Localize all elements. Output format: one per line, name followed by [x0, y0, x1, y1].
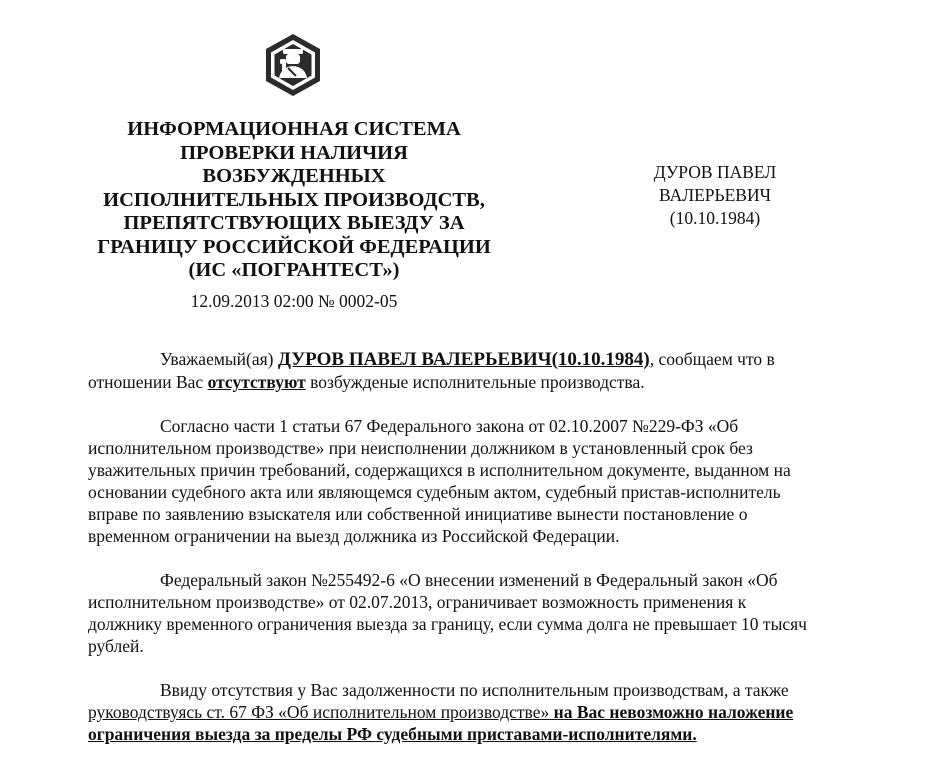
text-line: Согласно части 1 статьи 67 Федерального закона от 02.10.2007 №229-ФЗ «Об	[160, 416, 739, 436]
paragraph-greeting	[88, 348, 888, 393]
recipient-line: ДУРОВ ПАВЕЛ	[653, 162, 777, 182]
text-line: основании судебного акта или являющемся судебным актом, судебный пристав-исполнитель	[88, 482, 781, 502]
text-line: рублей.	[88, 636, 144, 656]
paragraph-law-67	[88, 415, 888, 547]
document-number: 12.09.2013 02:00 № 0002-05	[190, 291, 398, 311]
text-line	[88, 348, 888, 371]
title-line: (ИС «ПОГРАНТЕСТ»)	[188, 259, 400, 281]
title-line: ИНФОРМАЦИОННАЯ СИСТЕМА	[127, 118, 461, 140]
person-name: ДУРОВ ПАВЕЛ ВАЛЕРЬЕВИЧ(10.10.1984)	[277, 349, 650, 370]
greeting-text: Уважаемый(ая)	[160, 349, 278, 369]
text-line: вправе по заявлению взыскателя или собственной инициативе вынести постановление о	[88, 504, 748, 524]
title-line: ВОЗБУЖДЕННЫХ	[202, 165, 386, 187]
title-line: ПРОВЕРКИ НАЛИЧИЯ	[180, 141, 408, 164]
title-line: ГРАНИЦУ РОССИЙСКОЙ ФЕДЕРАЦИИ	[97, 235, 491, 258]
title-line: ИСПОЛНИТЕЛЬНЫХ ПРОИЗВОДСТВ,	[103, 188, 485, 211]
paragraph-law-255492	[88, 569, 888, 657]
text-line: должнику временного ограничения выезда за границу, если сумма долга не превышает 10 тысяч	[88, 614, 807, 634]
text-line: исполнительном производстве» от 02.07.2013, ограничивает возможность применения к	[88, 592, 747, 612]
greeting-tail: , сообщаем что в	[649, 349, 775, 369]
conclusion-plain: руководствуясь ст. 67 ФЗ «Об исполнительном производстве»	[88, 702, 550, 722]
page-title	[60, 118, 528, 283]
status-suffix: возбужденые исполнительные производства.	[305, 372, 645, 392]
text-line: Ввиду отсутствия у Вас задолженности по исполнительным производствам, а также	[160, 680, 789, 700]
title-line: ПРЕПЯТСТВУЮЩИХ ВЫЕЗДУ ЗА	[123, 212, 465, 234]
text-line	[88, 701, 888, 723]
recipient-line: ВАЛЕРЬЕВИЧ	[659, 185, 771, 205]
status-absent: отсутствуют	[207, 372, 306, 392]
recipient-line: (10.10.1984)	[669, 208, 761, 228]
status-prefix: отношении Вас	[88, 372, 208, 392]
conclusion-bold: ограничения выезда за пределы РФ судебными приставами-исполнителями.	[88, 724, 697, 744]
recipient-block	[590, 161, 840, 230]
paragraph-conclusion	[88, 679, 888, 745]
text-line	[88, 723, 888, 745]
bailiff-emblem-icon	[260, 32, 326, 98]
text-line: Федеральный закон №255492-6 «О внесении изменений в Федеральный закон «Об	[160, 570, 778, 590]
text-line: исполнительном производстве» при неисполнении должником в установленный срок без	[88, 438, 753, 458]
letter-body	[88, 348, 888, 745]
text-line	[88, 371, 888, 393]
text-line: уважительных причин требований, содержащихся в исполнительном документе, выданном на	[88, 460, 791, 480]
text-line: временном ограничении на выезд должника из Российской Федерации.	[88, 526, 620, 546]
conclusion-bold: на Вас невозможно наложение	[549, 702, 794, 722]
